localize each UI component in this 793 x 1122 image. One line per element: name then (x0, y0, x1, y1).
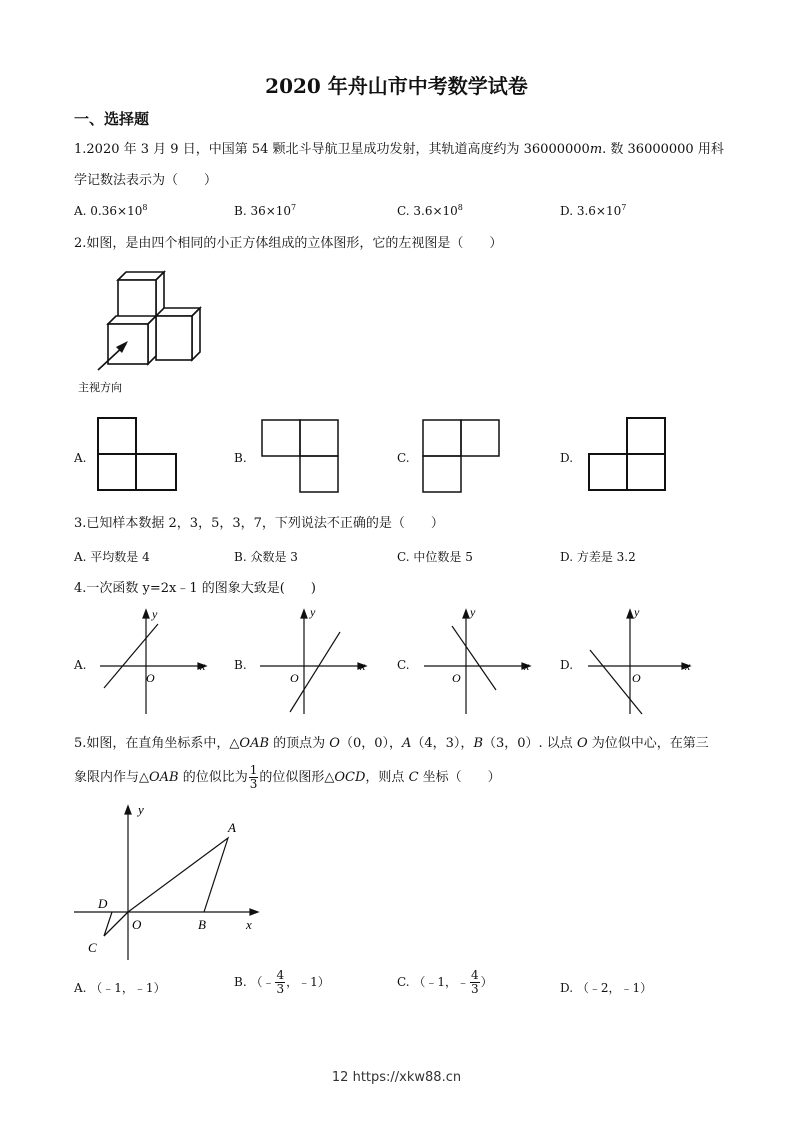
point-a-label: A (228, 820, 236, 835)
q1-option-b: B. $36\times 10^7$ (234, 203, 297, 218)
q2-option-b-label: B. (234, 451, 247, 465)
q2-option-d-label: D. (560, 451, 574, 465)
q2-option-c-label: C. (397, 451, 410, 465)
q5-option-c: C. （﹣1，﹣ $\frac{4}{3}$ ） (397, 968, 493, 996)
q2-option-a-label: A. (74, 451, 87, 465)
y-axis-label: y (470, 605, 476, 619)
q3-option-d: D. 方差是 3.2 (560, 550, 636, 564)
section-heading: 一、选择题 (74, 110, 150, 128)
y-axis-label: y (634, 605, 640, 619)
q4-option-c-label: C. (397, 658, 410, 672)
origin-label: O (146, 671, 155, 685)
q2-option-d-figure (587, 416, 671, 494)
page-title: 2020 年舟山市中考数学试卷 (265, 74, 528, 98)
q5-coordinate-figure (70, 800, 270, 965)
page-footer: 12 https://xkw88.cn (331, 1070, 462, 1085)
q2-option-b-figure (260, 418, 342, 494)
q4-option-c-graph (418, 604, 536, 716)
question-4-text: 4.一次函数 y=2x﹣1 的图象大致是( ) (74, 581, 316, 596)
x-axis-label: x (246, 917, 252, 932)
x-axis-label: x (685, 659, 691, 673)
point-c-label: C (88, 940, 97, 955)
q5-option-d: D. （﹣2，﹣1） (560, 981, 653, 995)
q1-option-d: D. $3.6\times 10^7$ (560, 203, 627, 218)
q2-cube-figure (74, 268, 209, 396)
q1-option-c: C. $3.6\times 10^8$ (397, 203, 463, 218)
view-direction-label: 主视方向 (78, 382, 122, 394)
q1-option-a: A. $0.36\times 10^8$ (74, 203, 148, 218)
q4-option-b-label: B. (234, 658, 247, 672)
q5-option-b: B. （﹣ $\frac{4}{3}$ ，﹣1） (234, 968, 330, 996)
q2-option-c-figure (421, 418, 503, 494)
q4-option-d-graph (582, 604, 700, 716)
question-1-line-2: 学记数法表示为（ ） (74, 173, 218, 188)
y-axis-label: y (138, 802, 144, 817)
q5-option-a: A. （﹣1，﹣1） (74, 981, 166, 995)
q3-option-b: B. 众数是 3 (234, 550, 298, 564)
q3-option-c: C. 中位数是 5 (397, 550, 473, 564)
question-5-line-2: 象限内作与△OAB 的位似比为 $\frac{1}{3}$ 的位似图形△OCD，则点 C 坐标（ ） (74, 763, 501, 791)
q4-option-b-graph (256, 604, 374, 716)
origin-label: O (132, 917, 142, 932)
origin-label: O (632, 671, 641, 685)
question-3-text: 3.已知样本数据 2，3，5，3，7，下列说法不正确的是（ ） (74, 516, 444, 531)
origin-label: O (290, 671, 299, 685)
question-2-text: 2.如图，是由四个相同的小正方体组成的立体图形，它的左视图是（ ） (74, 236, 503, 251)
q4-option-d-label: D. (560, 658, 574, 672)
question-5-line-1: 5.如图，在直角坐标系中，△OAB 的顶点为 O（0，0），A（4，3），B（3，0）. 以点 O 为位似中心，在第三 (74, 736, 709, 751)
q4-option-a-label: A. (74, 658, 87, 672)
y-axis-label: y (310, 605, 316, 619)
q2-option-a-figure (96, 416, 180, 492)
x-axis-label: x (360, 659, 366, 673)
question-1-line-1: 1.2020 年 3 月 9 日，中国第 54 颗北斗导航卫星成功发射，其轨道高度约为 36000000m. 数 36000000 用科 (74, 142, 724, 157)
y-axis-label: y (152, 607, 158, 621)
x-axis-label: x (200, 659, 206, 673)
point-b-label: B (198, 917, 206, 932)
q4-option-a-graph (94, 604, 212, 716)
point-d-label: D (98, 896, 108, 911)
ratio-fraction: $\frac{1}{3}$ (249, 763, 258, 791)
q3-option-a: A. 平均数是 4 (74, 550, 150, 564)
origin-label: O (452, 671, 461, 685)
x-axis-label: x (524, 659, 530, 673)
